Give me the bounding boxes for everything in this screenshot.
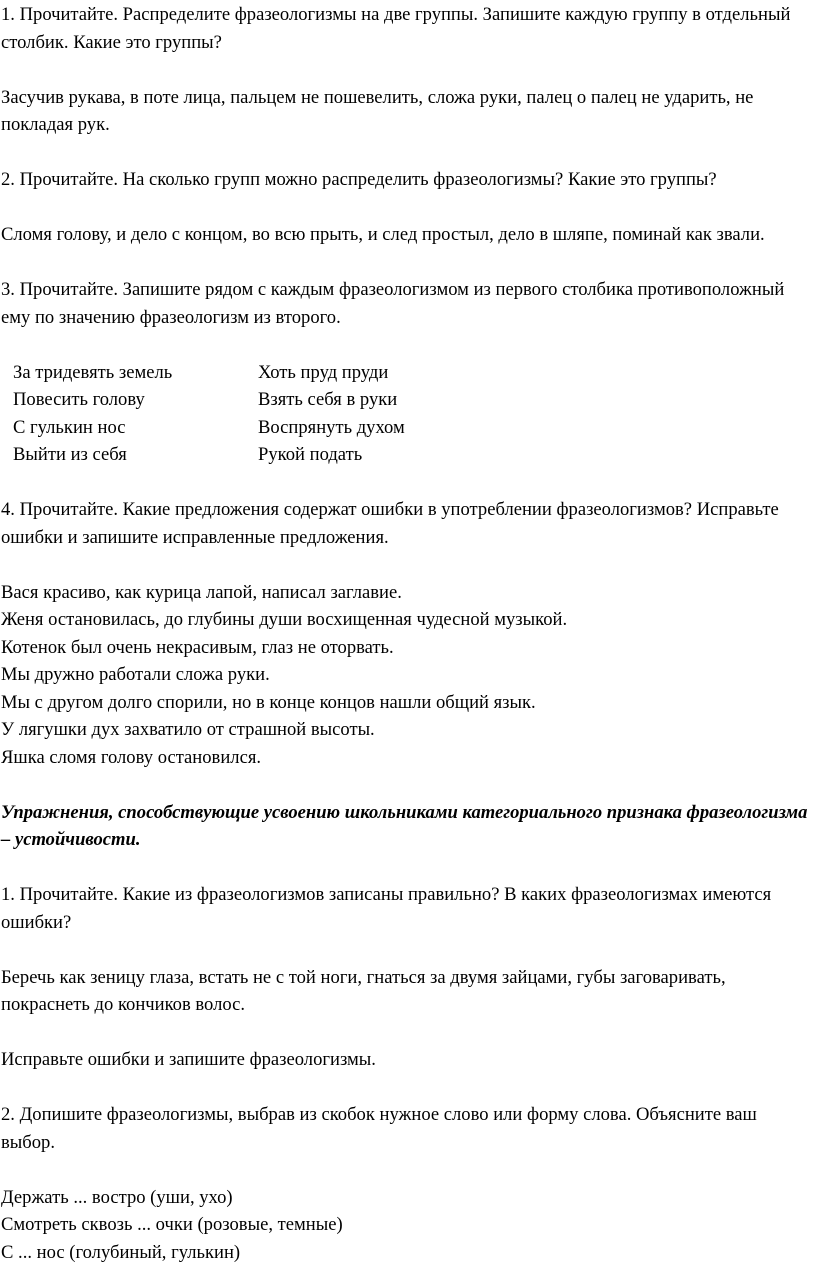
task1-question: 1. Прочитайте. Распределите фразеологизмы на две группы. Запишите каждую группу в отдельный столбик. Какие это группы?	[1, 4, 791, 53]
sentence-line: Вася красиво, как курица лапой, написал заглавие.	[1, 581, 402, 603]
exercise1-question: 1. Прочитайте. Какие из фразеологизмов записаны правильно? В каких фразеологизмах имеются ошибки?	[1, 884, 772, 933]
spacer	[1, 194, 810, 222]
spacer	[1, 1074, 810, 1102]
spacer	[1, 936, 810, 964]
sentence-line: Мы дружно работали сложа руки.	[1, 664, 270, 685]
task1-text: Засучив рукава, в поте лица, пальцем не пошевелить, сложа руки, палец о палец не ударить, не покладая рук.	[1, 86, 754, 135]
spacer	[1, 1019, 810, 1047]
section-heading: Упражнения, способствующие усвоению школьниками категориального признака фразеологизма – устойчивости.	[1, 801, 808, 850]
spacer	[1, 139, 810, 167]
spacer	[1, 771, 810, 799]
task3-question: 3. Прочитайте. Запишите рядом с каждым фразеологизмом из первого столбика противоположный ему по значению фразеологизм из второго.	[1, 279, 785, 328]
pair-left-cell: За тридевять земель	[13, 361, 173, 383]
phraseology-pairs-table	[13, 359, 405, 469]
spacer	[1, 551, 810, 579]
spacer	[1, 1156, 810, 1184]
exercise1-instruction: Исправьте ошибки и запишите фразеологизмы.	[1, 1049, 376, 1070]
pair-right-cell: Воспрянуть духом	[258, 416, 405, 438]
table-row	[13, 359, 405, 387]
task2-question: 2. Прочитайте. На сколько групп можно распределить фразеологизмы? Какие это группы?	[1, 169, 717, 190]
exercise2-item: Смотреть сквозь ... очки (розовые, темные)	[1, 1214, 343, 1235]
sentence-line: Котенок был очень некрасивым, глаз не оторвать.	[1, 636, 394, 658]
pair-right-cell: Хоть пруд пруди	[258, 361, 389, 383]
exercise2-item: С ... нос (голубиный, гулькин)	[1, 1241, 241, 1263]
spacer	[1, 331, 810, 359]
pair-left-cell: С гулькин нос	[13, 416, 126, 438]
task2-text: Сломя голову, и дело с концом, во всю прыть, и след простыл, дело в шляпе, поминай как звали.	[1, 224, 765, 245]
pair-left-cell: Выйти из себя	[13, 444, 127, 465]
exercise2-item: Держать ... востро (уши, ухо)	[1, 1186, 233, 1208]
spacer	[1, 56, 810, 84]
table-row	[13, 386, 405, 414]
sentence-line: У лягушки дух захватило от страшной высоты.	[1, 719, 375, 740]
pair-right-cell: Взять себя в руки	[258, 389, 398, 410]
spacer	[1, 854, 810, 882]
pair-right-cell: Рукой подать	[258, 444, 363, 465]
spacer	[1, 249, 810, 277]
exercise2-question: 2. Допишите фразеологизмы, выбрав из скобок нужное слово или форму слова. Объясните ваш выбор.	[1, 1104, 757, 1153]
spacer	[1, 469, 810, 497]
sentence-line: Яшка сломя голову остановился.	[1, 746, 262, 768]
task4-question: 4. Прочитайте. Какие предложения содержат ошибки в употреблении фразеологизмов? Исправьте ошибки и запишите исправленные предложения.	[1, 499, 779, 548]
pair-left-cell: Повесить голову	[13, 389, 145, 410]
sentence-line: Мы с другом долго спорили, но в конце концов нашли общий язык.	[1, 691, 536, 713]
table-row	[13, 414, 405, 442]
sentence-line: Женя остановилась, до глубины души восхищенная чудесной музыкой.	[1, 609, 568, 630]
table-row	[13, 441, 405, 469]
exercise1-text: Беречь как зеницу глаза, встать не с той ноги, гнаться за двумя зайцами, губы заговаривать, покраснеть до кончиков волос.	[1, 966, 726, 1015]
